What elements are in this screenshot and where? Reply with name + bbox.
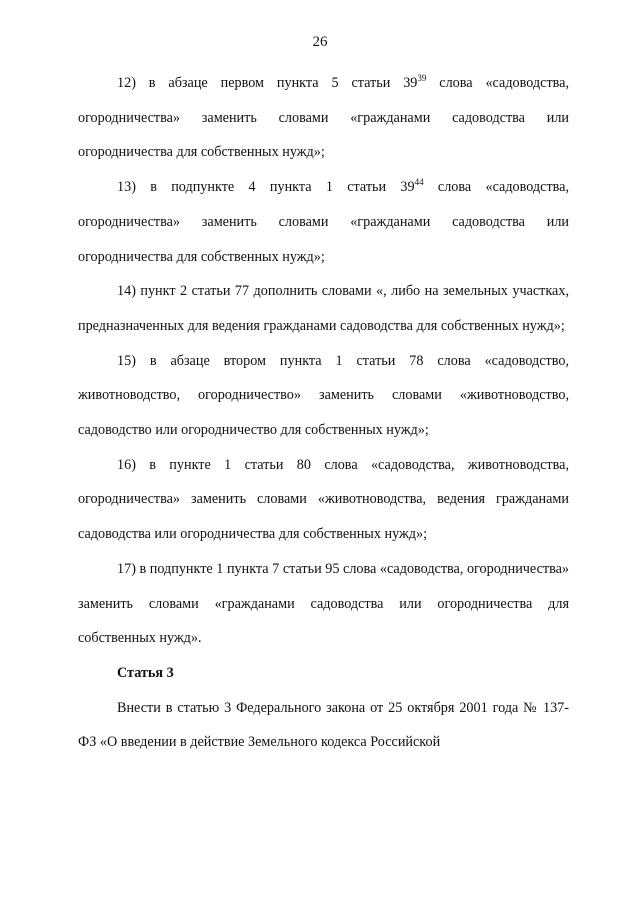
item-12-text: 12) в абзаце первом пункта 5 статьи 39 [117, 75, 418, 91]
paragraph-item-13 [78, 170, 569, 274]
document-body [78, 66, 569, 760]
item-12-superscript: 39 [417, 73, 427, 83]
item-13-text-continued: слова «садоводства, огородничества» заменить словами «гражданами садоводства или огородничества для собственных нужд»; [78, 179, 570, 265]
item-13-superscript: 44 [414, 177, 424, 188]
paragraph-item-12 [78, 66, 569, 170]
article-heading: Статья 3 [117, 664, 174, 681]
page-number: 26 [312, 34, 328, 50]
paragraph-item-16: 16) в пункте 1 статьи 80 слова «садоводства, животноводства, огородничества» заменить словами «животноводства, ведения гражданами садоводства или огородничества для собственных нужд»; [78, 456, 569, 543]
article-paragraph: Внести в статью 3 Федерального закона от 25 октября 2001 года № 137-ФЗ «О введении в действие Земельного кодекса Российской [78, 699, 569, 751]
item-13-text: 13) в подпункте 4 пункта 1 статьи 39 [117, 179, 415, 196]
item-12-text-continued: слова «садоводства, огородничества» заменить словами «гражданами садоводства или огородничества для собственных нужд»; [78, 75, 569, 161]
paragraph-item-14: 14) пункт 2 статьи 77 дополнить словами «, либо на земельных участках, предназначенных для ведения гражданами садоводства для собственных нужд»; [78, 283, 569, 334]
paragraph-item-15: 15) в абзаце втором пункта 1 статьи 78 слова «садоводство, животноводство, огородничество» заменить словами «животноводство, садоводство или огородничество для собственных нужд»; [78, 352, 569, 439]
paragraph-item-17: 17) в подпункте 1 пункта 7 статьи 95 слова «садоводства, огородничества» заменить словами «гражданами садоводства или огородничества для собственных нужд». [78, 560, 569, 647]
